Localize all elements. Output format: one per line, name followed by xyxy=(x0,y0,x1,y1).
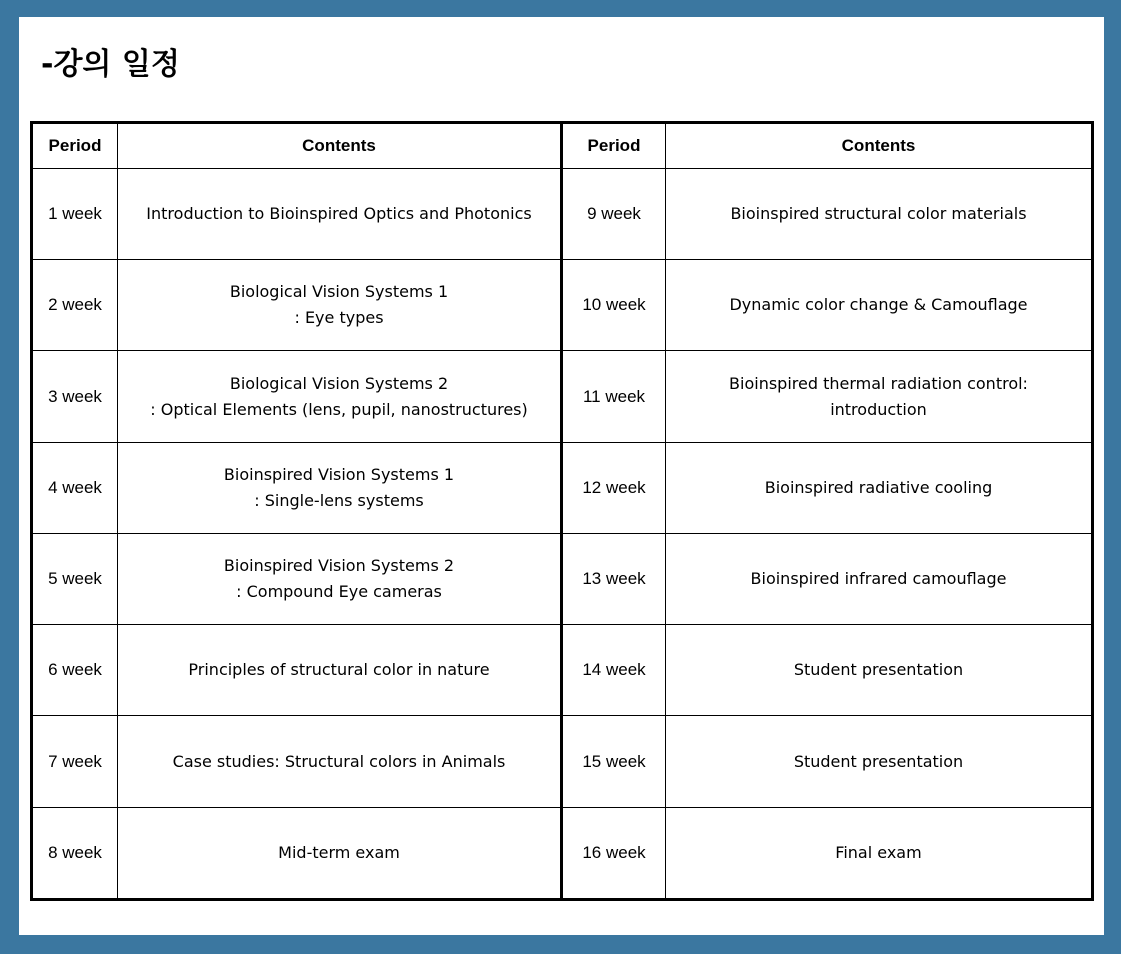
content-line: Student presentation xyxy=(793,751,964,771)
content-cell xyxy=(666,533,1093,624)
content-line: Bioinspired Vision Systems 2 xyxy=(223,556,455,576)
table-row xyxy=(32,260,1093,351)
period-cell: 2 week xyxy=(32,260,118,351)
period-cell: 9 week xyxy=(562,169,666,260)
period-cell: 10 week xyxy=(562,260,666,351)
content-cell xyxy=(118,716,562,807)
period-cell: 14 week xyxy=(562,625,666,716)
content-line: Principles of structural color in nature xyxy=(188,660,490,680)
content-cell xyxy=(118,625,562,716)
content-cell xyxy=(666,351,1093,442)
content-line: Bioinspired structural color materials xyxy=(730,204,1027,224)
content-cell xyxy=(118,169,562,260)
content-line: Biological Vision Systems 1 xyxy=(229,282,449,302)
content-line: Bioinspired radiative cooling xyxy=(764,477,993,497)
content-line: Student presentation xyxy=(793,660,964,680)
content-line: Final exam xyxy=(835,842,922,862)
table-row xyxy=(32,533,1093,624)
period-cell: 4 week xyxy=(32,442,118,533)
content-line: Biological Vision Systems 2 xyxy=(229,373,449,393)
period-cell: 8 week xyxy=(32,807,118,899)
content-line: Bioinspired infrared camouflage xyxy=(750,569,1007,589)
header-contents-left: Contents xyxy=(118,123,562,169)
table-header-row xyxy=(32,123,1093,169)
content-cell xyxy=(666,260,1093,351)
document-page xyxy=(19,17,1104,935)
header-period-left: Period xyxy=(32,123,118,169)
content-cell xyxy=(118,351,562,442)
content-line: : Eye types xyxy=(294,308,384,328)
header-period-right: Period xyxy=(562,123,666,169)
period-cell: 15 week xyxy=(562,716,666,807)
period-cell: 16 week xyxy=(562,807,666,899)
header-contents-right: Contents xyxy=(666,123,1093,169)
schedule-table xyxy=(30,121,1094,901)
table-row xyxy=(32,169,1093,260)
table-row xyxy=(32,716,1093,807)
content-line: : Optical Elements (lens, pupil, nanostructures) xyxy=(150,399,528,419)
period-cell: 3 week xyxy=(32,351,118,442)
content-cell xyxy=(118,442,562,533)
content-cell xyxy=(666,716,1093,807)
content-cell xyxy=(666,807,1093,899)
table-row xyxy=(32,442,1093,533)
content-line: Dynamic color change & Camouflage xyxy=(729,295,1028,315)
page-title: -강의 일정 xyxy=(41,47,180,82)
content-line: Bioinspired thermal radiation control: xyxy=(729,373,1028,393)
content-cell xyxy=(666,625,1093,716)
content-line: Bioinspired Vision Systems 1 xyxy=(223,464,455,484)
content-line: Case studies: Structural colors in Animals xyxy=(172,751,506,771)
content-cell xyxy=(118,807,562,899)
content-line: Mid-term exam xyxy=(278,842,400,862)
content-cell xyxy=(118,533,562,624)
period-cell: 11 week xyxy=(562,351,666,442)
period-cell: 6 week xyxy=(32,625,118,716)
content-cell xyxy=(666,442,1093,533)
period-cell: 13 week xyxy=(562,533,666,624)
content-line: introduction xyxy=(830,399,927,419)
period-cell: 7 week xyxy=(32,716,118,807)
table-row xyxy=(32,351,1093,442)
content-cell xyxy=(118,260,562,351)
content-line: : Single-lens systems xyxy=(254,490,424,510)
table-row xyxy=(32,625,1093,716)
table-row xyxy=(32,807,1093,899)
period-cell: 1 week xyxy=(32,169,118,260)
period-cell: 12 week xyxy=(562,442,666,533)
content-line: : Compound Eye cameras xyxy=(236,582,442,602)
period-cell: 5 week xyxy=(32,533,118,624)
content-cell xyxy=(666,169,1093,260)
content-line: Introduction to Bioinspired Optics and Photonics xyxy=(146,204,532,224)
